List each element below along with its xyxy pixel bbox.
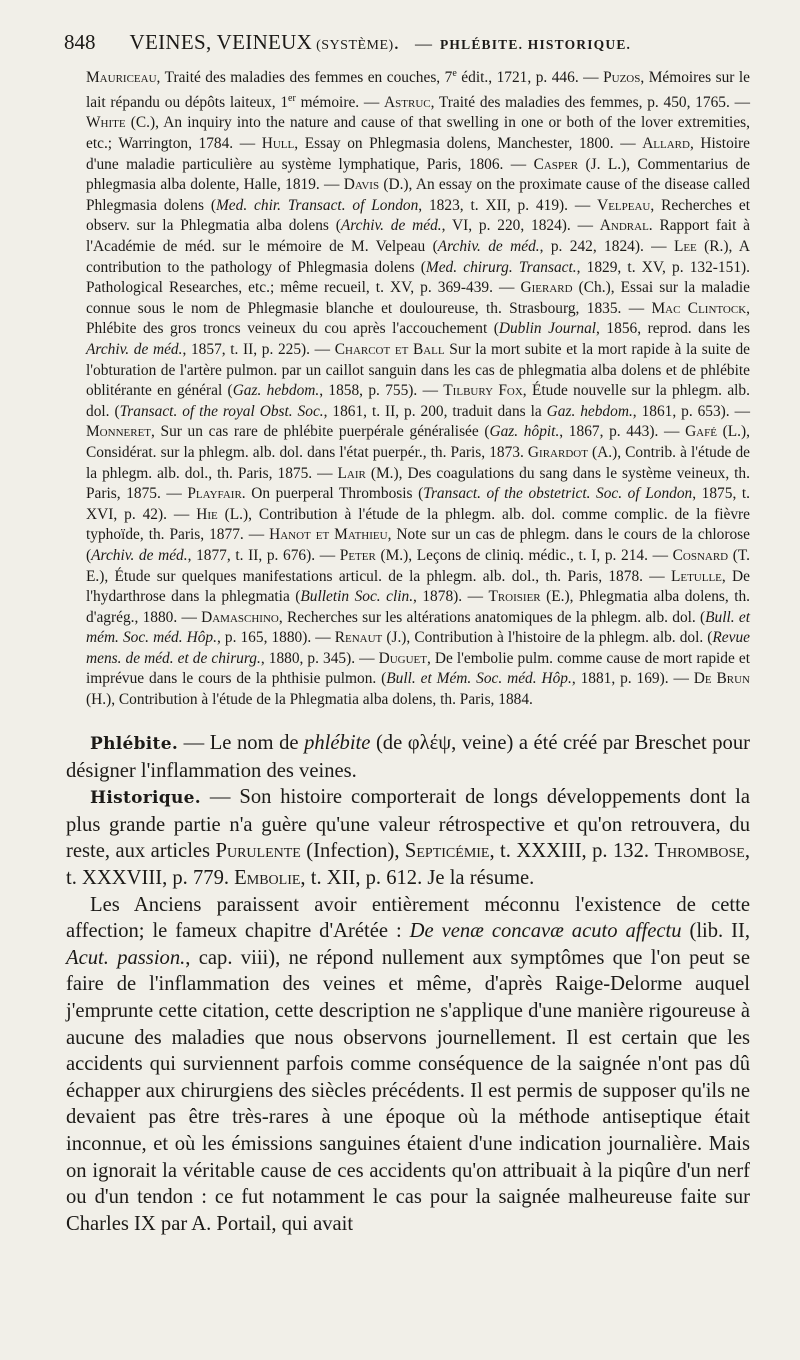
cross-reference: Embolie [234,866,301,889]
author-name: Cosnard [672,546,729,564]
journal-title: Transact. of the obstetrict. Soc. of London [423,485,693,503]
author-name: Renaut [334,629,383,647]
author-name: Girardot [527,443,588,461]
author-name: Lair [337,464,366,482]
header-subtitle: PHLÉBITE. HISTORIQUE. [439,37,632,52]
author-name: White [86,114,126,132]
journal-title: Bulletin Soc. clin. [300,588,414,606]
author-name: Hie [196,505,218,523]
journal-title: Archiv. de méd. [437,238,540,255]
defined-term: phlébite [304,732,371,754]
author-name: Allard [642,135,690,153]
main-text [66,730,750,1237]
cross-reference: Purulente [215,840,301,863]
author-name: Charcot et Ball [334,340,445,358]
author-name: Damaschino [201,608,279,626]
paragraph-historique: Historique. — Son histoire comporterait de longs développements dont la plus grande partie n'a guère qu'une valeur rétrospective et qu'on retrouvera, du reste, aux articles Purulente (Infection), Septicémie, t. XXXIII, p. 132. Thrombose, t. XXXVIII, p. 779. Embolie, t. XII, p. 612. Je la résume. [66,786,750,889]
journal-title: Bull. et Mém. Soc. méd. Hôp. [386,670,572,688]
author-name: Davis [343,176,380,194]
journal-title: Revue mens. de méd. et de chirurg. [86,629,750,667]
journal-title: Dublin Journal [498,320,597,338]
author-name: De Brun [693,670,750,688]
paragraph-phlebite: Phlébite. — Le nom de phlébite (de φλέψ, veine) a été créé par Breschet pour désigner l'inflammation des veines. [66,732,750,782]
author-name: Duguet [378,649,427,667]
author-name: Puzos [603,69,641,87]
cross-reference: Septicémie [404,840,490,863]
author-name: Casper [533,155,579,173]
section-heading-historique: Historique. [90,788,201,809]
author-name: Mauriceau [86,69,157,87]
header-dash: — [414,34,432,53]
journal-title: Med. chirurg. Transact. [425,258,577,276]
author-name: Gierard [520,279,573,297]
journal-title: Archiv. de méd. [91,546,188,564]
journal-title: Gaz. hôpit. [489,423,560,441]
journal-title: Transact. of the royal Obst. Soc. [119,402,324,420]
author-name: Peter [339,546,376,564]
author-name: Astruc [384,93,431,111]
author-name: Troisier [488,588,541,606]
paragraph-anciens: Les Anciens paraissent avoir entièrement méconnu l'existence de cette affection; le fameux chapitre d'Arétée : De venæ concavæ acuto affectu (lib. II, Acut. passion., cap. viii), ne répond nullement aux symptômes que l'on peut se faire de l'inflammation des veines et même, d'après Raige-Delorme auquel j'emprunte cette citation, cette description ne s'applique d'une manière rigoureuse à aucune des maladies que nous observons journellement. Il est certain que les accidents qui surviennent parfois comme conséquence de la saignée n'ont pas dû échapper aux chirurgiens des siècles précédents. Il est permis de supposer qu'ils ne devaient pas être très-rares à une époque où la méthode antiseptique était inconnue, et où les émissions sanguines étaient d'une indication journalière. Mais on ignorait la véritable cause de ces accidents qu'on attribuait à la piqûre d'un nerf ou d'un tendon : ce fut notamment le cas pour la saignée malheureuse faite sur Charles IX par A. Portail, qui avait [66,893,750,1235]
header-title: VEINES, VEINEUX [129,30,313,54]
journal-title: Med. chir. Transact. of London [215,196,419,214]
journal-title: Gaz. hebdom. [546,402,633,420]
author-name: Mac Clintock [651,299,747,317]
author-name: Hanot et Mathieu [269,526,388,544]
author-name: Hull [261,135,295,153]
bibliography-text: Mauriceau, Traité des maladies des femmes en couches, 7e édit., 1721, p. 446. — Puzos, Mémoires sur le lait répandu ou dépôts laiteux, 1er mémoire. — Astruc, Traité des maladies des femmes, p. 450, 1765. — White (C.), An inquiry into the nature and cause of that swelling in one or both of the lover extremities, etc.; Warrington, 1784. — Hull, Essay on Phlegmasia dolens, Manchester, 1800. — Allard, Histoire d'une maladie particulière au système lymphatique, Paris, 1806. — Casper (J. L.), Commentarius de phlegmasia alba dolente, Halle, 1819. — Davis (D.), An essay on the proximate cause of the disease called Phlegmasia dolens (Med. chir. Transact. of London, 1823, t. XII, p. 419). — Velpeau, Recherches et observ. sur la Phlegmatia alba dolens (Archiv. de méd., VI, p. 220, 1824). — Andral. Rapport fait à l'Académie de méd. sur le mémoire de M. Velpeau (Archiv. de méd., p. 242, 1824). — Lee (R.), A contribution to the pathology of Phlegmasia dolens (Med. chirurg. Transact., 1829, t. XV, p. 132-151). Pathological Researches, etc.; même recueil, t. XV, p. 369-439. — Gierard (Ch.), Essai sur la maladie connue sous le nom de Phlegmasie blanche et douloureuse, th. Strasbourg, 1835. — Mac Clintock, Phlébite des gros troncs veineux du cou après l'accouchement (Dublin Journal, 1856, reprod. dans les Archiv. de méd., 1857, t. II, p. 225). — Charcot et Ball Sur la mort subite et la mort rapide à la suite de l'obturation de l'artère pulmon. par un caillot sanguin dans les cas de phlegmatia alba dolens et de phlébite oblitérante en général (Gaz. hebdom., 1858, p. 755). — Tilbury Fox, Étude nouvelle sur la phlegm. alb. dol. (Transact. of the royal Obst. Soc., 1861, t. II, p. 200, traduit dans la Gaz. hebdom., 1861, p. 653). — Monneret, Sur un cas rare de phlébite puerpérale généralisée (Gaz. hôpit., 1867, p. 443). — Gafé (L.), Considérat. sur la phlegm. alb. dol. dans l'état puerpér., th. Paris, 1873. Girardot (A.), Contrib. à l'étude de la phlegm. alb. dol., th. Paris, 1875. — Lair (M.), Des coagulations du sang dans le système veineux, th. Paris, 1875. — Playfair. On puerperal Thrombosis (Transact. of the obstetrict. Soc. of London, 1875, t. XVI, p. 42). — Hie (L.), Contribution à l'étude de la phlegm. alb. dol. comme complic. de la fièvre typhoïde, th. Paris, 1877. — Hanot et Mathieu, Note sur un cas de phlegm. dans le cours de la chlorose (Archiv. de méd., 1877, t. II, p. 676). — Peter (M.), Leçons de cliniq. médic., t. I, p. 214. — Cosnard (T. E.), Étude sur quelques manifestations articul. de la phlegm. alb. dol., th. Paris, 1878. — Letulle, De l'hydarthrose dans la phlegmatia (Bulletin Soc. clin., 1878). — Troisier (E.), Phlegmatia alba dolens, th. d'agrég., 1880. — Damaschino, Recherches sur les altérations anatomiques de la phlegm. alb. dol. (Bull. et mém. Soc. méd. Hôp., p. 165, 1880). — Renaut (J.), Contribution à l'histoire de la phlegm. alb. dol. (Revue mens. de méd. et de chirurg., 1880, p. 345). — Duguet, De l'embolie pulm. comme cause de mort rapide et imprévue dans le cours de la phthisie pulmon. (Bull. et Mém. Soc. méd. Hôp., 1881, p. 169). — De Brun (H.), Contribution à l'étude de la Phlegmatia alba dolens, th. Paris, 1884. [86,68,751,709]
author-name: Andral [599,217,649,235]
journal-title: Gaz. hebdom. [232,382,320,400]
section-heading-phlebite: Phlébite. [90,734,179,754]
author-name: Tilbury Fox [443,382,523,400]
work-title: Acut. passion. [66,946,186,969]
author-name: Monneret [86,423,152,441]
latin-title: De venæ concavæ acuto affectu [409,920,682,943]
author-name: Gafé [685,423,717,441]
running-header [64,30,764,55]
header-dot: . [393,30,399,54]
author-name: Lee [673,238,697,255]
header-title-system: (SYSTÈME) [316,38,394,53]
cross-reference: Thrombose [654,840,745,863]
journal-title: Archiv. de méd. [340,217,442,235]
journal-title: Archiv. de méd. [86,340,183,358]
page-number: 848 [64,30,96,54]
author-name: Velpeau [597,196,651,214]
journal-title: Bull. et mém. Soc. méd. Hôp. [86,608,750,647]
bibliography-block [86,64,750,711]
author-name: Letulle [670,567,722,585]
author-name: Playfair [187,485,242,503]
